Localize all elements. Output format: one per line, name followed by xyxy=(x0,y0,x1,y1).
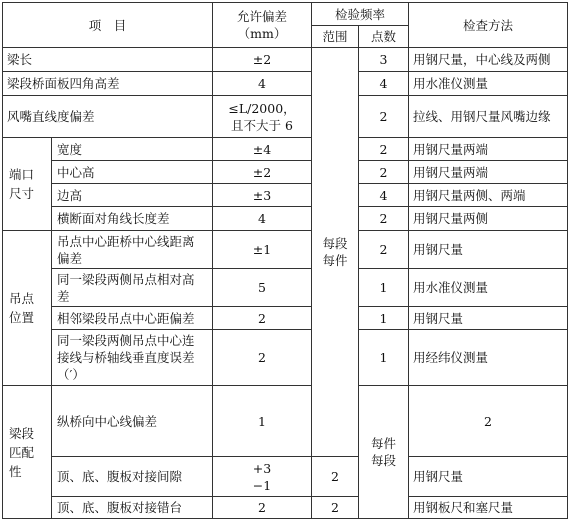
table-row xyxy=(3,497,568,519)
group-label-line: 尺寸 xyxy=(9,186,35,201)
table-row xyxy=(3,96,568,138)
item-line: 偏差 xyxy=(57,250,83,266)
scope-label: 每件 xyxy=(322,253,348,268)
group-label-segment-matching xyxy=(3,386,52,519)
table-row xyxy=(3,269,568,307)
row-tolerance: 4 xyxy=(213,207,312,231)
table-row xyxy=(3,207,568,231)
header-scope: 范围 xyxy=(312,26,359,48)
table-row xyxy=(3,72,568,96)
row-method: 用钢尺量两侧、两端 xyxy=(409,184,568,207)
row-method: 拉线、用钢尺量风嘴边缘 xyxy=(409,96,568,138)
item-line: 差 xyxy=(57,288,70,304)
row-tolerance: ±2 xyxy=(213,161,312,184)
scope-label: 每件 xyxy=(371,436,397,451)
row-item: 相邻梁段吊点中心距偏差 xyxy=(52,307,213,330)
row-count: 2 xyxy=(312,497,359,519)
table-row xyxy=(3,330,568,386)
row-item: 中心高 xyxy=(52,161,213,184)
item-line: 同一梁段两侧吊点中心连 xyxy=(57,333,195,348)
row-tolerance: ±4 xyxy=(213,138,312,161)
row-method: 用水准仪测量 xyxy=(409,72,568,96)
row-method: 用经纬仪测量 xyxy=(409,330,568,386)
group-label-line: 性 xyxy=(9,463,22,479)
table-row xyxy=(3,231,568,269)
group-label-line: 梁段 xyxy=(9,425,35,441)
row-count: 1 xyxy=(359,330,409,386)
row-item: 梁段桥面板四角高差 xyxy=(3,72,213,96)
scope-label: 每段 xyxy=(371,453,397,468)
row-count: 3 xyxy=(359,48,409,72)
row-tolerance xyxy=(213,96,312,138)
row-tolerance: 4 xyxy=(213,72,312,96)
scope-cell-a xyxy=(312,48,359,457)
row-tolerance: 2 xyxy=(213,307,312,330)
table-row xyxy=(3,48,568,72)
row-count: 2 xyxy=(359,96,409,138)
item-line: 吊点中心距桥中心线距离 xyxy=(57,233,195,249)
header-tolerance-unit: （mm） xyxy=(237,26,287,41)
row-tolerance: ±1 xyxy=(213,231,312,269)
row-method: 用钢尺量两端 xyxy=(409,138,568,161)
row-item: 纵桥向中心线偏差 xyxy=(52,386,213,457)
table-row xyxy=(3,138,568,161)
row-tolerance xyxy=(213,457,312,497)
row-method: 用钢尺量两端 xyxy=(409,161,568,184)
row-item: 顶、底、腹板对接间隙 xyxy=(52,457,213,497)
header-tolerance-label: 允许偏差 xyxy=(237,9,288,24)
row-method: 用钢尺量 xyxy=(409,307,568,330)
row-count: 2 xyxy=(409,386,568,457)
row-count: 4 xyxy=(359,72,409,96)
row-method: 用钢尺量，中心线及两侧 xyxy=(409,48,568,72)
row-tolerance: 1 xyxy=(213,386,312,457)
row-count: 2 xyxy=(359,231,409,269)
row-method: 用水准仪测量 xyxy=(409,269,568,307)
group-label-line: 端口 xyxy=(9,167,35,182)
tolerance-line: −1 xyxy=(252,477,272,493)
row-method: 用钢尺量 xyxy=(409,457,568,497)
row-item: 边高 xyxy=(52,184,213,207)
row-item xyxy=(52,231,213,269)
row-item: 横断面对角线长度差 xyxy=(52,207,213,231)
row-item xyxy=(52,269,213,307)
row-tolerance: 5 xyxy=(213,269,312,307)
row-item xyxy=(52,330,213,386)
item-line: 同一梁段两侧吊点相对高 xyxy=(57,271,195,287)
scope-label: 每段 xyxy=(322,236,348,251)
header-item: 项 目 xyxy=(3,3,213,48)
header-row-1 xyxy=(3,3,568,26)
group-label-lifting-point xyxy=(3,231,52,386)
row-count: 4 xyxy=(359,184,409,207)
row-tolerance: ±2 xyxy=(213,48,312,72)
tolerance-line: ≤L/2000， xyxy=(228,100,296,116)
tolerance-line: 且不大于 6 xyxy=(231,117,293,133)
row-count: 2 xyxy=(359,207,409,231)
header-frequency: 检验频率 xyxy=(312,3,409,26)
table-row xyxy=(3,307,568,330)
row-count: 2 xyxy=(359,161,409,184)
row-item: 风嘴直线度偏差 xyxy=(3,96,213,138)
row-tolerance: ±3 xyxy=(213,184,312,207)
row-item: 梁长 xyxy=(3,48,213,72)
header-method: 检查方法 xyxy=(409,3,568,48)
group-label-line: 位置 xyxy=(9,310,35,325)
inspection-table xyxy=(2,2,568,519)
tolerance-line: +3 xyxy=(252,460,272,476)
item-line: （′） xyxy=(57,367,85,382)
header-count: 点数 xyxy=(359,26,409,48)
row-count: 1 xyxy=(359,269,409,307)
row-tolerance: 2 xyxy=(213,497,312,519)
table-row xyxy=(3,184,568,207)
group-label-line: 匹配 xyxy=(9,444,35,460)
table-row xyxy=(3,386,568,457)
row-method: 用钢板尺和塞尺量 xyxy=(409,497,568,519)
group-label-line: 吊点 xyxy=(9,291,35,306)
row-method: 用钢尺量 xyxy=(409,231,568,269)
header-tolerance xyxy=(213,3,312,48)
row-item: 顶、底、腹板对接错台 xyxy=(52,497,213,519)
row-count: 2 xyxy=(312,457,359,497)
row-count: 1 xyxy=(359,307,409,330)
row-tolerance: 2 xyxy=(213,330,312,386)
item-line: 接线与桥轴线垂直度误差 xyxy=(57,350,195,365)
scope-cell-b xyxy=(359,386,409,519)
table-row xyxy=(3,457,568,497)
row-method: 用钢尺量两侧 xyxy=(409,207,568,231)
row-item: 宽度 xyxy=(52,138,213,161)
group-label-port-size xyxy=(3,138,52,231)
table-row xyxy=(3,161,568,184)
row-count: 2 xyxy=(359,138,409,161)
